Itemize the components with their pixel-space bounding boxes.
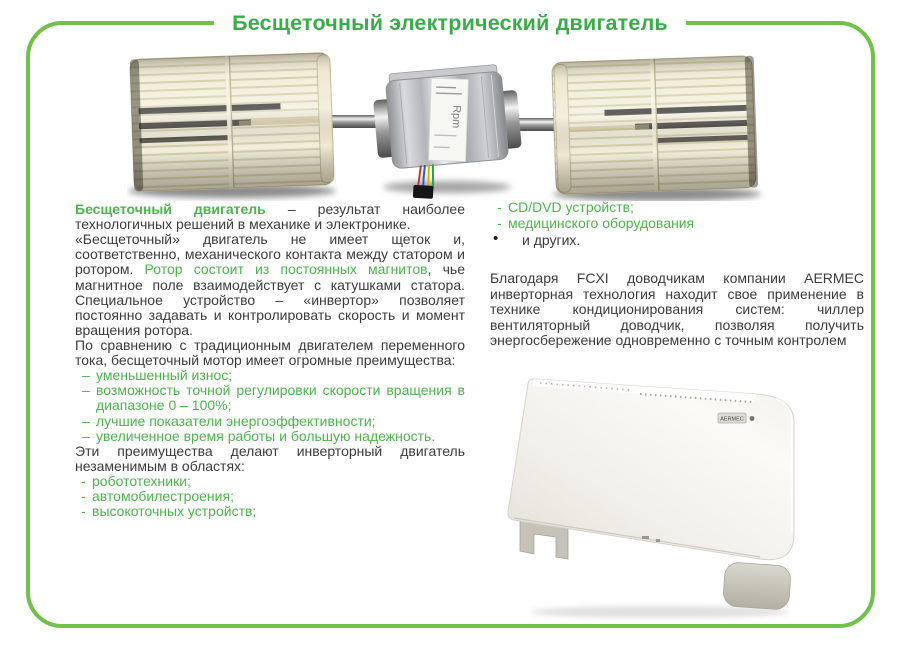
motor-body bbox=[371, 63, 526, 201]
paragraph-comparison: По сравнению с традиционным двигателем переменного тока, бесщеточный мотор имеет огромные преимущества: bbox=[75, 336, 465, 369]
advantages-list bbox=[75, 368, 465, 444]
dash-marker: - bbox=[81, 472, 86, 489]
motor-label-text: Rpm bbox=[449, 104, 463, 129]
right-paragraph: Благодаря FCXI доводчикам компании AERMEC инверторная технология находит свое применение в технике кондиционирования систем: чиллер вентиляторный доводчик, позволяя получить энергосбережение одновременно с точным контролем bbox=[490, 270, 864, 349]
dash-marker: – bbox=[82, 427, 90, 444]
paragraph-brushless bbox=[75, 232, 465, 338]
list-item: - автомобилестроения; bbox=[81, 488, 234, 505]
dash-marker: – bbox=[82, 382, 90, 399]
page-title bbox=[0, 8, 900, 38]
dash-marker: - bbox=[497, 215, 502, 232]
list-item: - высокоточных устройств; bbox=[81, 503, 257, 520]
left-column bbox=[75, 202, 465, 519]
motor-photo bbox=[127, 49, 775, 201]
dash-marker: – bbox=[82, 367, 90, 384]
blower-wheel-left bbox=[130, 53, 334, 192]
rotor-green-text: Ротор состоит из постоянных магнитов bbox=[144, 261, 428, 278]
paragraph-intro bbox=[75, 202, 465, 232]
intro-lead-term: Бесщеточный двигатель bbox=[75, 201, 266, 217]
list-item: – возможность точной регулировки скорости вращения в диапазоне 0 – 100%; bbox=[82, 382, 465, 414]
right-applications-list bbox=[492, 199, 804, 249]
brushless-text-c: , чье магнитное поле взаимодействует с катушками статора. Специальное устройство – «инвертор» позволяет постоянно задавать и контролировать скорость и момент вращения ротора. bbox=[75, 261, 466, 338]
list-item: - робототехники; bbox=[81, 472, 191, 489]
list-item: - CD/DVD устройств; bbox=[497, 199, 634, 215]
dash-marker: – bbox=[82, 412, 90, 429]
fan-coil-badge-text: AERMEC bbox=[720, 416, 744, 423]
application-areas-list bbox=[75, 474, 465, 519]
list-item: – увеличенное время работы и большую надежность. bbox=[82, 427, 436, 444]
fan-coil-photo bbox=[500, 368, 840, 624]
motor-label bbox=[429, 78, 469, 161]
bullet-item: • и других. bbox=[493, 230, 581, 249]
dash-marker: - bbox=[81, 503, 86, 520]
intro-rest-text: – результат наиболее технологичных решений в механике и электронике. bbox=[75, 201, 466, 233]
dash-marker: - bbox=[81, 488, 86, 505]
bullet-marker: • bbox=[493, 230, 499, 248]
list-item: - медицинского оборудования bbox=[497, 215, 695, 232]
dash-marker: - bbox=[497, 199, 502, 215]
page-title-text: Бесщеточный электрический двигатель bbox=[214, 8, 686, 38]
list-item: – лучшие показатели энергоэффективности; bbox=[82, 412, 376, 429]
blower-wheel-right bbox=[552, 56, 758, 195]
brushless-text-a: «Бесщеточный» двигатель не имеет щеток и, соответственно, механического контакта между статором и ротором. bbox=[75, 231, 465, 278]
motor-shadow bbox=[383, 181, 511, 193]
paragraph-areas-intro: Эти преимущества делают инверторный двигатель незаменимым в областях: bbox=[75, 442, 465, 474]
list-item: – уменьшенный износ; bbox=[82, 367, 233, 384]
